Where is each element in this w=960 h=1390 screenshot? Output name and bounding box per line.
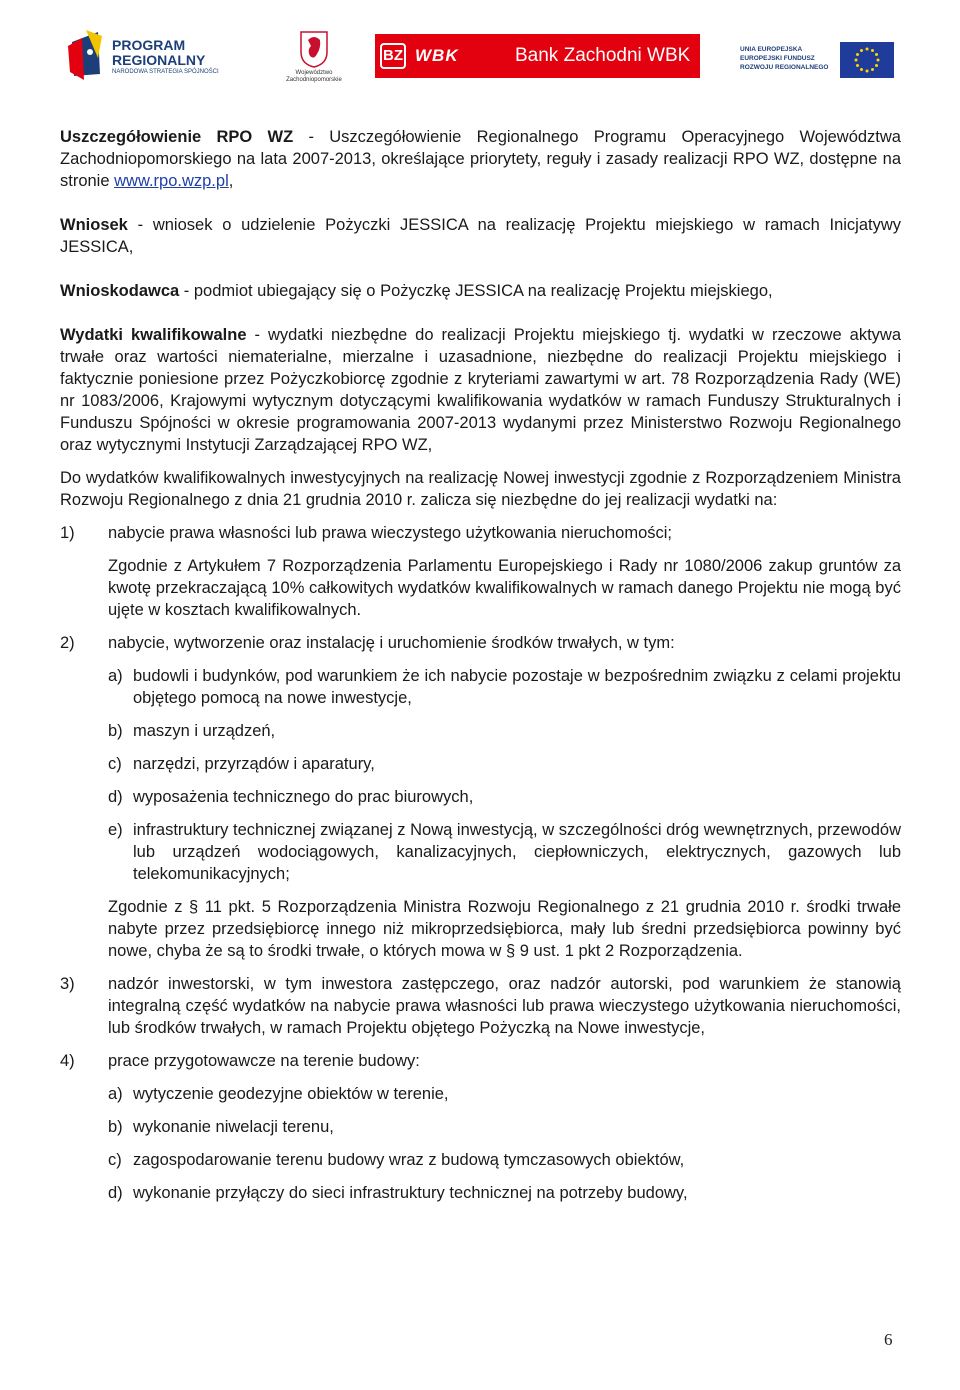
bank-name: Bank Zachodni WBK — [515, 45, 691, 66]
item-note: Zgodnie z Artykułem 7 Rozporządzenia Parlamentu Europejskiego i Rady nr 1080/2006 zakup gruntów za kwotę przekraczającą 10% całkowitych wydatków kwalifikowalnych w ramach danego Projektu nie mogą być ujęte w kosztach kwalifikowalnych. — [108, 557, 901, 619]
sub-letter: d) — [108, 1184, 123, 1202]
definition-rpo-text: Uszczegółowienie Regionalnego Programu Operacyjnego Województwa Zachodniopomorskiego na lata 2007-2013, określające priorytety, reguły i zasady realizacji RPO WZ, dostępne na stronie — [60, 128, 901, 190]
sub-text: wyposażenia technicznego do prac biurowych, — [133, 788, 474, 806]
sep: - — [246, 326, 269, 344]
sub-item — [108, 1116, 901, 1138]
coat-of-arms-icon — [299, 30, 329, 68]
list-item — [60, 522, 901, 621]
sub-item — [108, 665, 901, 709]
sep: - — [293, 128, 330, 146]
sub-item — [108, 819, 901, 885]
document-body — [60, 126, 901, 1204]
item-text: nadzór inwestorski, w tym inwestora zastępczego, oraz nadzór autorski, pod warunkiem że stanowią integralną część wydatków na nabycie prawa własności lub prawa wieczystego użytkowania nieruchomości, lub środków trwałych, w ramach Projektu objętego Pożyczką na Nowe inwestycje, — [108, 975, 901, 1037]
term-wnioskodawca: Wnioskodawca — [60, 282, 180, 300]
rpo-link[interactable]: www.rpo.wzp.pl — [114, 172, 229, 190]
definition-rpo — [60, 126, 901, 192]
sub-item — [108, 720, 901, 742]
list-item — [60, 973, 901, 1039]
item-number: 4) — [60, 1052, 75, 1070]
definition-wydatki — [60, 324, 901, 456]
item-text: nabycie, wytworzenie oraz instalację i uruchomienie środków trwałych, w tym: — [108, 634, 675, 652]
wojewodztwo-line1: Województwo — [295, 70, 333, 76]
item-number: 3) — [60, 975, 75, 993]
sub-text: narzędzi, przyrządów i aparatury, — [133, 755, 375, 773]
eu-flag-icon — [840, 42, 894, 78]
sep: , — [228, 172, 234, 190]
sub-item — [108, 1182, 901, 1204]
program-line3: NARODOWA STRATEGIA SPÓJNOŚCI — [112, 69, 219, 75]
program-line1: PROGRAM — [112, 37, 186, 53]
eu-line3: ROZWOJU REGIONALNEGO — [740, 64, 829, 71]
sub-text: zagospodarowanie terenu budowy wraz z budową tymczasowych obiektów, — [133, 1151, 685, 1169]
eu-logo — [740, 42, 894, 82]
definition-wniosek-text: wniosek o udzielenie Pożyczki JESSICA na realizację Projektu miejskiego w ramach Inicjatywy JESSICA, — [60, 216, 901, 256]
sub-letter: c) — [108, 755, 122, 773]
sub-item — [108, 1083, 901, 1105]
sub-letter: b) — [108, 722, 123, 740]
definition-wnioskodawca-text: podmiot ubiegający się o Pożyczkę JESSICA na realizację Projektu miejskiego, — [193, 282, 773, 300]
sub-text: wykonanie niwelacji terenu, — [133, 1118, 334, 1136]
sub-text: wykonanie przyłączy do sieci infrastruktury technicznej na potrzeby budowy, — [133, 1184, 688, 1202]
wojewodztwo-logo — [276, 30, 352, 88]
sub-item — [108, 753, 901, 775]
wojewodztwo-line2: Zachodniopomorskie — [286, 77, 342, 83]
program-line2: REGIONALNY — [112, 52, 206, 68]
term-rpo: Uszczegółowienie RPO WZ — [60, 128, 294, 146]
item-text: nabycie prawa własności lub prawa wieczystego użytkowania nieruchomości; — [108, 524, 673, 542]
sub-item — [108, 786, 901, 808]
bank-logo — [375, 34, 700, 78]
sub-text: budowli i budynków, pod warunkiem że ich nabycie pozostaje w bezpośrednim związku z celami projektu objętego pomocą na nowe inwestycje, — [133, 667, 901, 707]
sub-letter: b) — [108, 1118, 123, 1136]
sep: - — [179, 282, 194, 300]
sub-letter: d) — [108, 788, 123, 806]
item-number: 1) — [60, 524, 75, 542]
bank-wbk: WBK — [415, 46, 459, 65]
eu-line2: EUROPEJSKI FUNDUSZ — [740, 55, 815, 62]
sep: - — [127, 216, 153, 234]
program-regionalny-icon — [68, 28, 104, 80]
sub-letter: a) — [108, 1085, 123, 1103]
eu-line1: UNIA EUROPEJSKA — [740, 46, 803, 53]
intro-paragraph: Do wydatków kwalifikowalnych inwestycyjnych na realizację Nowej inwestycji zgodnie z Rozporządzeniem Ministra Rozwoju Regionalnego z dnia 21 grudnia 2010 r. zalicza się niezbędne do jej realizacji wydatki na: — [60, 469, 901, 509]
list-item — [60, 632, 901, 962]
sub-letter: e) — [108, 821, 123, 839]
sub-letter: a) — [108, 667, 123, 685]
definition-wydatki-text: wydatki niezbędne do realizacji Projektu miejskiego tj. wydatki w rzeczowe aktywa trwałe oraz wartości niematerialne, mierzalne i uzasadnione, niezbędne do realizacji Projektu miejskiego i faktycznie poniesione przez Pożyczkobiorcę zgodnie z kryteriami zawartymi w art. 78 Rozporządzenia Rady (WE) nr 1083/2006, Krajowymi wytycznym dotyczącymi kwalifikowania wydatków w ramach Funduszy Strukturalnych i Funduszu Spójności w okresie programowania 2007-2013 wydanymi przez Ministerstwo Rozwoju Regionalnego oraz wytycznymi Instytucji Zarządzającej RPO WZ, — [60, 326, 902, 454]
bank-mark: BZ — [380, 43, 406, 69]
item-note: Zgodnie z § 11 pkt. 5 Rozporządzenia Ministra Rozwoju Regionalnego z 21 grudnia 2010 r. środki trwałe nabyte przez przedsiębiorcę innego niż mikroprzedsiębiorca, mały lub średni przedsiębiorca powinny być nowe, chyba że są to środki trwałe, o których mowa w § 9 ust. 1 pkt 2 Rozporządzenia. — [108, 898, 901, 960]
sub-item — [108, 1149, 901, 1171]
sub-letter: c) — [108, 1151, 122, 1169]
item-text: prace przygotowawcze na terenie budowy: — [108, 1052, 420, 1070]
term-wniosek: Wniosek — [60, 216, 128, 234]
definition-wnioskodawca — [60, 280, 901, 302]
item-number: 2) — [60, 634, 75, 652]
sub-text: infrastruktury technicznej związanej z Nową inwestycją, w szczególności dróg wewnętrznych, przewodów lub urządzeń wodociągowych, kanalizacyjnych, ciepłowniczych, elektrycznych, gazowych lub telekomunikacyjnych; — [133, 821, 901, 883]
sub-text: maszyn i urządzeń, — [133, 722, 276, 740]
term-wydatki: Wydatki kwalifikowalne — [60, 326, 247, 344]
definition-wniosek — [60, 214, 901, 258]
sub-text: wytyczenie geodezyjne obiektów w terenie, — [133, 1085, 449, 1103]
list-item — [60, 1050, 901, 1204]
page-number: 6 — [884, 1330, 893, 1349]
program-regionalny-logo — [68, 26, 238, 84]
header-logos — [0, 0, 960, 100]
